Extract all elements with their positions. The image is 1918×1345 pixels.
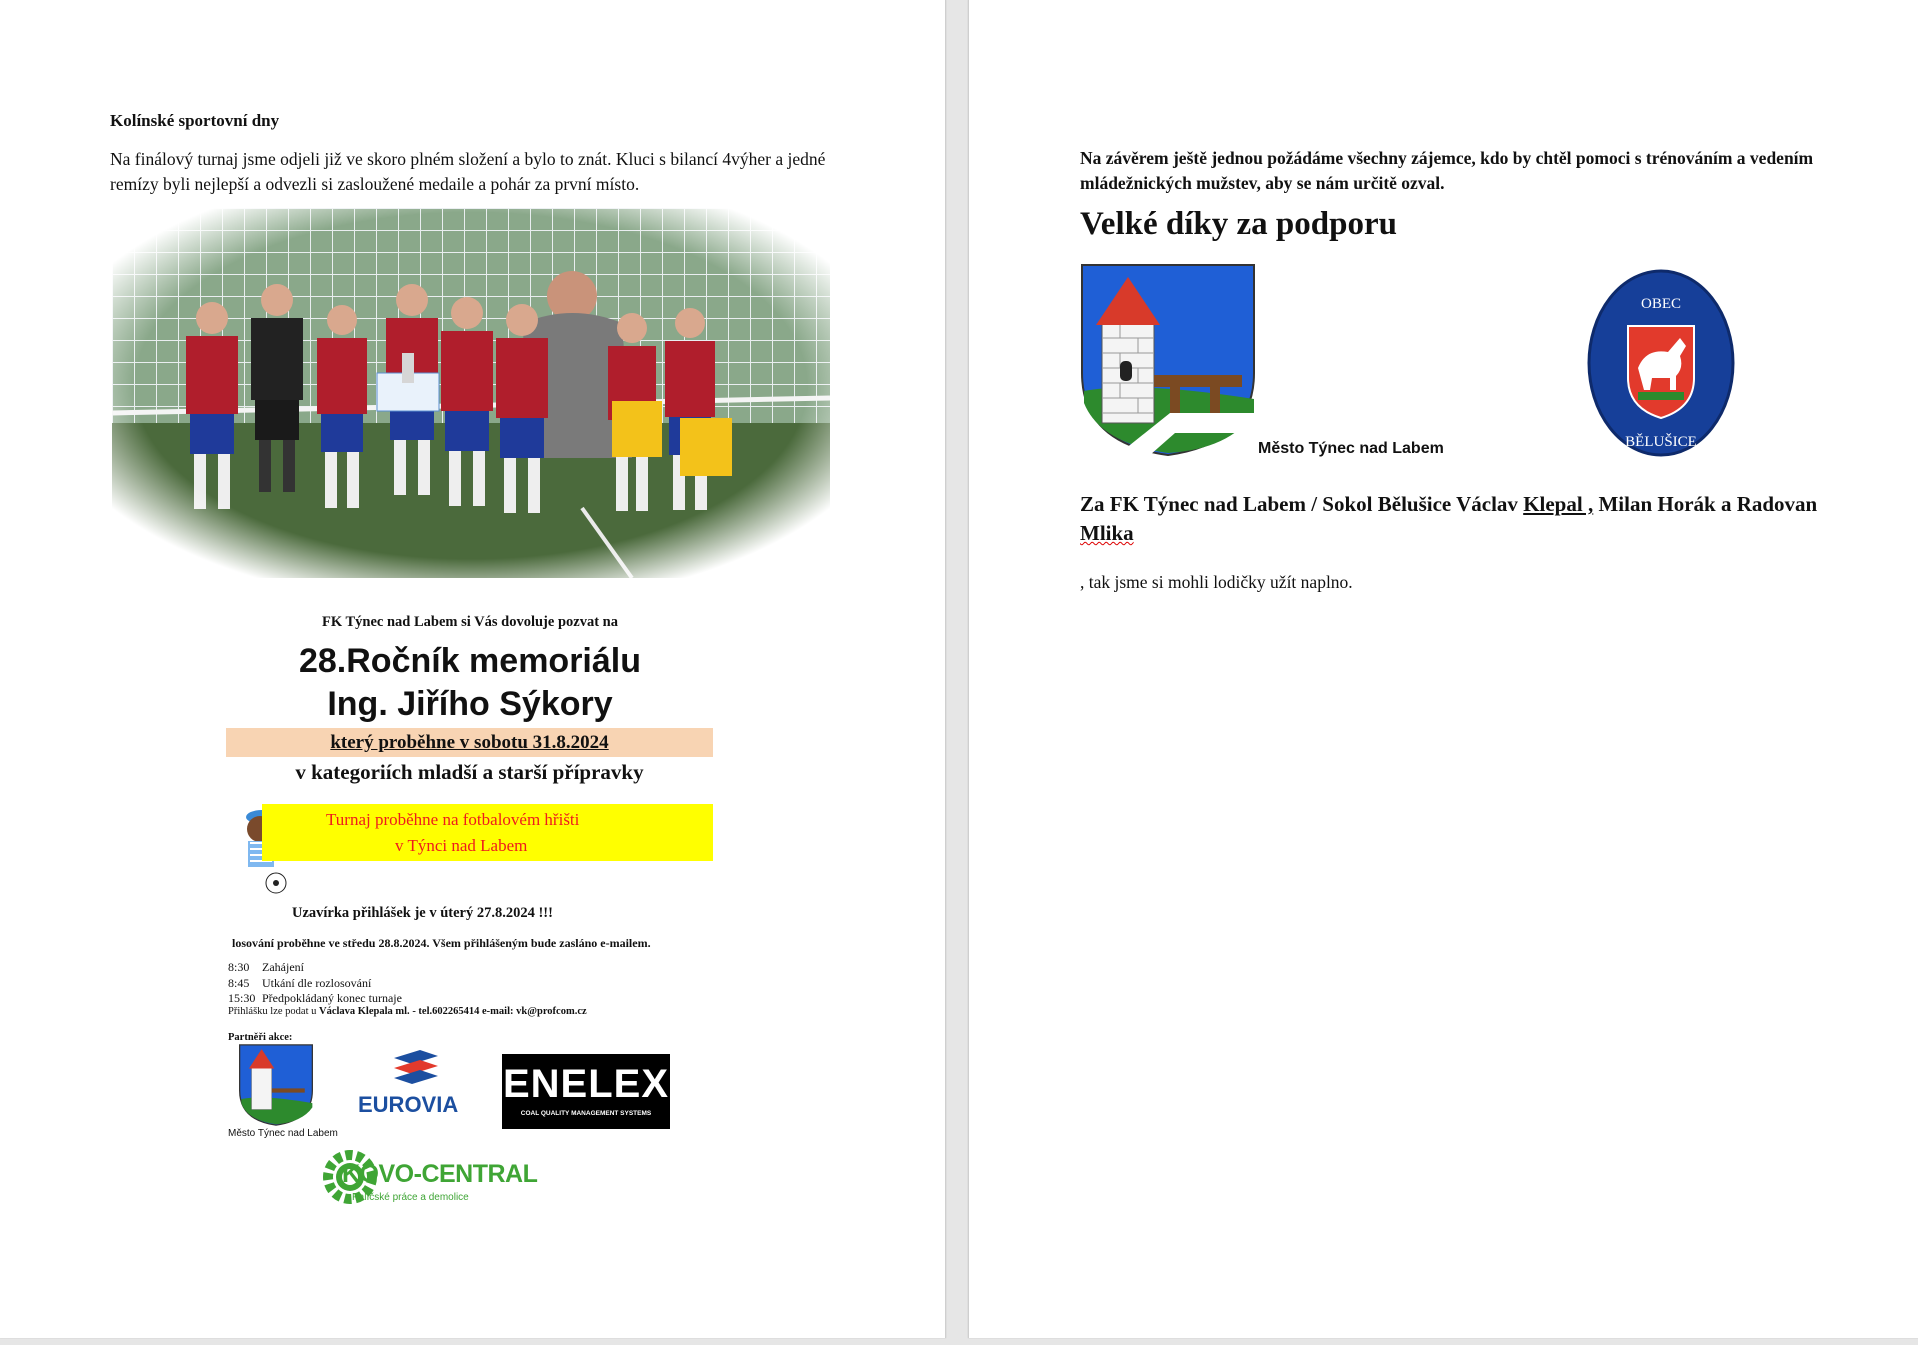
schedule-list [228, 960, 402, 1007]
partner-town-caption: Město Týnec nad Labem [228, 1128, 338, 1139]
obec-text: OBEC [1640, 296, 1682, 312]
kovo-central-subtitle: Palíčské práce a demolice [352, 1192, 469, 1203]
kovo-central-logo: KOVO-CENTRAL [342, 1160, 538, 1188]
schedule-item: 8:30 Zahájení [228, 960, 304, 974]
memorial-title-line-1: 28.Ročník memoriálu [298, 642, 641, 680]
belusice-text: BĚLUŠICE [1625, 434, 1697, 450]
document-page-right [968, 0, 1918, 1338]
venue-line-1: Turnaj proběhne na fotbalovém hřišti [326, 810, 580, 829]
partners-label: Partněři akce: [228, 1032, 293, 1043]
enelex-logo: ENELEX COAL QUALITY MANAGEMENT SYSTEMS [502, 1054, 670, 1129]
volunteer-note: Na závěrem ještě jednou požádáme všechny zájemce, kdo by chtěl pomoci s trénováním a vedením mládežnických mužstev, aby se nám určitě ozval. [1080, 148, 1814, 193]
memorial-title-line-2: Ing. Jiřího Sýkory [327, 685, 613, 723]
draw-info: losování proběhne ve středu 28.8.2024. Všem přihlášeným bude zasláno e-mailem. [232, 936, 651, 950]
sponsors-line: Za FK Týnec nad Labem / Sokol Bělušice Václav Klepal , Milan Horák a Radovan Mlika [1080, 492, 1818, 545]
article-intro: Na finálový turnaj jsme odjeli již ve skoro plném složení a bylo to znát. Kluci s bilancí 4výher a jedné remízy byli nejlepší a odvezli si zasloužené medaile a pohár za první místo. [110, 149, 826, 194]
town-caption: Město Týnec nad Labem [1258, 440, 1444, 457]
town-crest [1080, 263, 1256, 457]
belusice-emblem [1576, 268, 1746, 458]
team-photo [112, 208, 830, 578]
schedule-item: 15:30 Předpokládaný konec turnaje [228, 991, 402, 1005]
registration-deadline: Uzavírka přihlášek je v úterý 27.8.2024 !!! [292, 905, 553, 921]
thanks-title: Velké díky za podporu [1080, 206, 1397, 242]
tournament-categories: v kategoriích mladší a starší přípravky [295, 760, 644, 784]
town-crest-small [236, 1044, 316, 1126]
schedule-item: 8:45 Utkání dle rozlosování [228, 975, 372, 990]
invitation-line: FK Týnec nad Labem si Vás dovoluje pozvat na [322, 614, 618, 630]
contact-line: Přihlášku lze podat u Václava Klepala ml. - tel.602265414 e-mail: vk@profcom.cz [228, 1006, 587, 1017]
tournament-date: který proběhne v sobotu 31.8.2024 [226, 728, 713, 757]
article-heading: Kolínské sportovní dny [110, 111, 280, 130]
venue-box [262, 804, 713, 861]
closing-line: , tak jsme si mohli lodičky užít naplno. [1080, 572, 1353, 592]
eurovia-emblem [390, 1050, 442, 1090]
eurovia-logo: EUROVIA [358, 1092, 459, 1117]
document-page-left [0, 0, 946, 1338]
venue-line-2: v Týnci nad Labem [395, 836, 528, 855]
